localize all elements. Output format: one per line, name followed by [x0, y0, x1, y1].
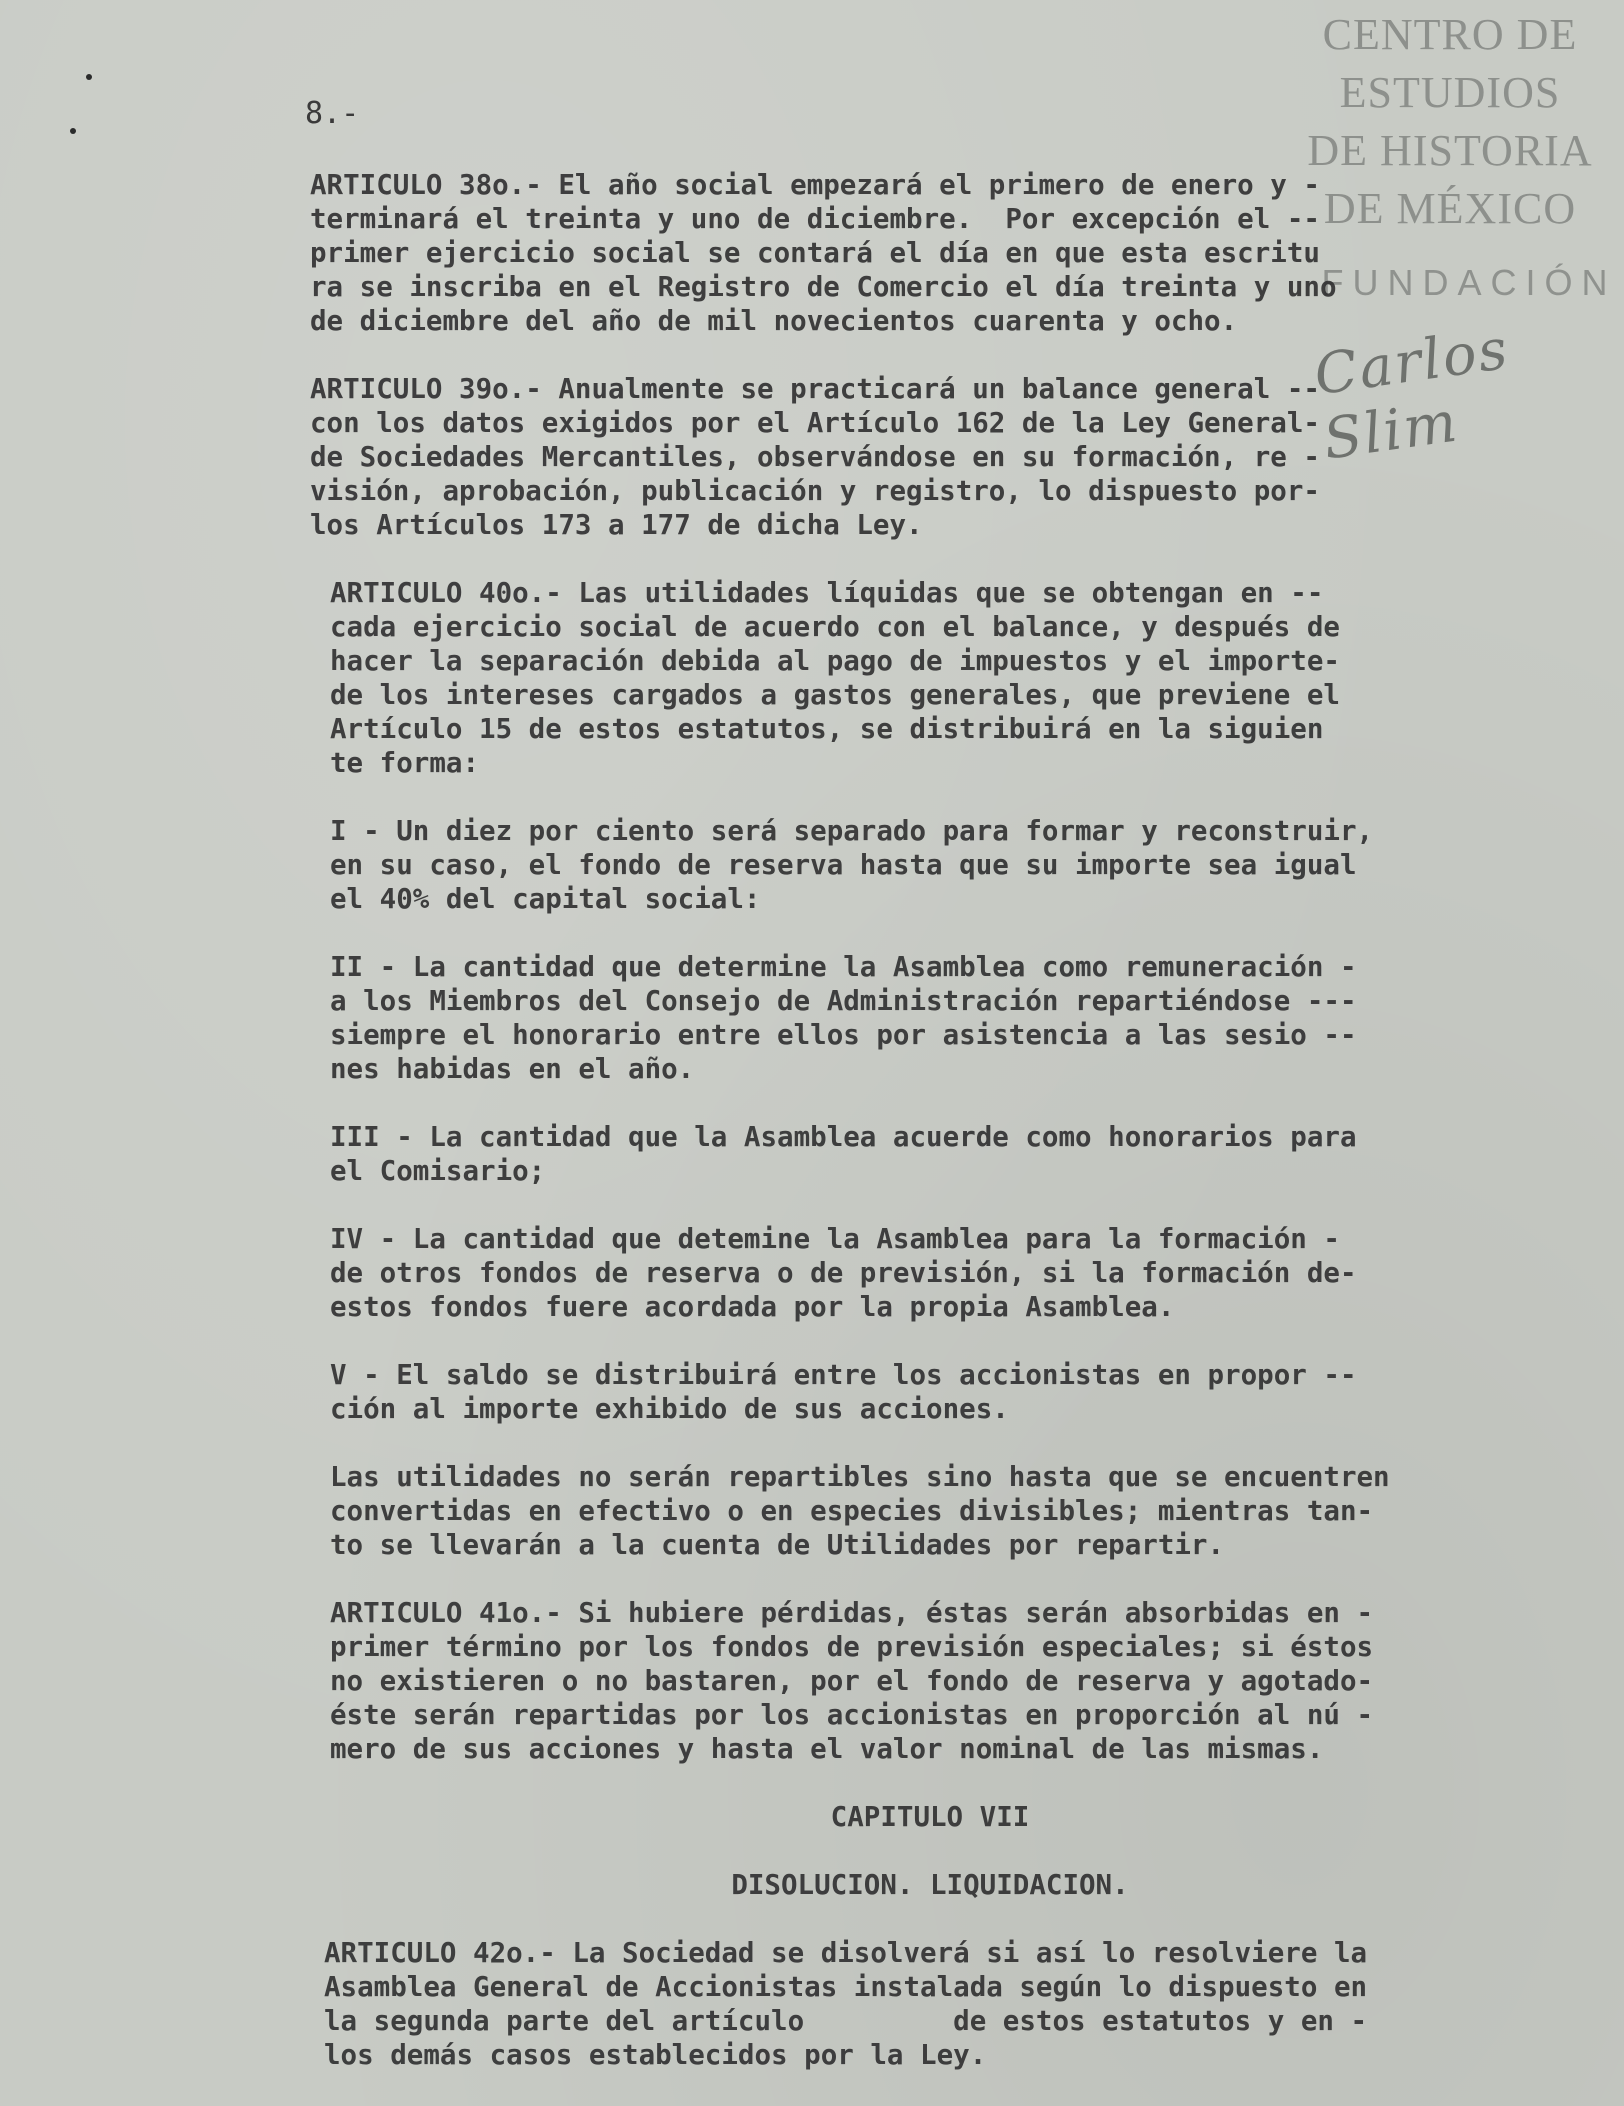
text-line: de otros fondos de reserva o de previsión, si la formación de- [330, 1257, 1357, 1289]
text-line: los demás casos establecidos por la Ley. [324, 2039, 987, 2071]
typed-text-body [310, 168, 1550, 2106]
watermark-foundation: FUNDACIÓN [1321, 262, 1617, 303]
item-iv [310, 1222, 1550, 1324]
binding-hole-mark [86, 74, 92, 80]
text-line: no existieren o no bastaren, por el fondo de reserva y agotado- [330, 1665, 1374, 1697]
text-line: hacer la separación debida al pago de impuestos y el importe- [330, 645, 1340, 677]
article-38 [310, 168, 1550, 338]
text-line: estos fondos fuere acordada por la propia Asamblea. [330, 1291, 1175, 1323]
item-i [310, 814, 1550, 916]
text-line: la segunda parte del artículo de estos estatutos y en - [324, 2005, 1368, 2037]
article-40 [310, 576, 1550, 780]
text-line: siempre el honorario entre ellos por asistencia a las sesio -- [330, 1019, 1357, 1051]
text-line: I - Un diez por ciento será separado para formar y reconstruir, [330, 815, 1374, 847]
text-line: el 40% del capital social: [330, 883, 761, 915]
text-line: éste serán repartidas por los accionistas en proporción al nú - [330, 1699, 1374, 1731]
item-iii [310, 1120, 1550, 1188]
chapter-title: CAPITULO VII [830, 1801, 1030, 1833]
text-line: terminará el treinta y uno de diciembre. Por excepción el -- [310, 203, 1320, 235]
watermark-line: DE MÉXICO [1323, 184, 1577, 233]
text-line: III - La cantidad que la Asamblea acuerde como honorarios para [330, 1121, 1357, 1153]
text-line: de los intereses cargados a gastos generales, que previene el [330, 679, 1340, 711]
text-line: ARTICULO 38o.- El año social empezará el primero de enero y - [310, 169, 1320, 201]
text-line: primer ejercicio social se contará el día en que esta escritu [310, 237, 1320, 269]
watermark-line: DE HISTORIA [1307, 126, 1593, 175]
text-line: te forma: [330, 747, 480, 779]
text-line: Artículo 15 de estos estatutos, se distribuirá en la siguien [330, 713, 1324, 745]
text-line: ARTICULO 41o.- Si hubiere pérdidas, éstas serán absorbidas en - [330, 1597, 1374, 1629]
text-line: a los Miembros del Consejo de Administración repartiéndose --- [330, 985, 1357, 1017]
binding-hole-mark [70, 128, 76, 134]
text-line: Asamblea General de Accionistas instalada según lo dispuesto en [324, 1971, 1368, 2003]
text-line: de diciembre del año de mil novecientos cuarenta y ocho. [310, 305, 1238, 337]
text-line: to se llevarán a la cuenta de Utilidades por repartir. [330, 1529, 1225, 1561]
text-line: en su caso, el fondo de reserva hasta que su importe sea igual [330, 849, 1357, 881]
text-line: ARTICULO 40o.- Las utilidades líquidas que se obtengan en -- [330, 577, 1324, 609]
text-line: visión, aprobación, publicación y registro, lo dispuesto por- [310, 475, 1320, 507]
text-line: el Comisario; [330, 1155, 546, 1187]
text-line: convertidas en efectivo o en especies divisibles; mientras tan- [330, 1495, 1374, 1527]
text-line: IV - La cantidad que detemine la Asamblea para la formación - [330, 1223, 1340, 1255]
text-line: II - La cantidad que determine la Asamblea como remuneración - [330, 951, 1357, 983]
text-line: ARTICULO 42o.- La Sociedad se disolverá si así lo resolviere la [324, 1937, 1368, 1969]
item-v [310, 1358, 1550, 1426]
text-line: V - El saldo se distribuirá entre los accionistas en propor -- [330, 1359, 1357, 1391]
text-line: Las utilidades no serán repartibles sino hasta que se encuentren [330, 1461, 1390, 1493]
text-line: con los datos exigidos por el Artículo 162 de la Ley General- [310, 407, 1320, 439]
text-line: cada ejercicio social de acuerdo con el balance, y después de [330, 611, 1340, 643]
article-42 [310, 1936, 1550, 2072]
text-line: ción al importe exhibido de sus acciones. [330, 1393, 1009, 1425]
text-line: mero de sus acciones y hasta el valor nominal de las mismas. [330, 1733, 1324, 1765]
item-ii [310, 950, 1550, 1086]
text-line: nes habidas en el año. [330, 1053, 695, 1085]
text-line: ra se inscriba en el Registro de Comercio el día treinta y uno [310, 271, 1337, 303]
text-line: ARTICULO 39o.- Anualmente se practicará un balance general -- [310, 373, 1320, 405]
page-number: 8.- [305, 96, 360, 131]
text-line: primer término por los fondos de previsión especiales; si éstos [330, 1631, 1374, 1663]
chapter-subtitle: DISOLUCION. LIQUIDACION. [731, 1869, 1129, 1901]
text-line: de Sociedades Mercantiles, observándose en su formación, re - [310, 441, 1320, 473]
watermark-signature: Carlos Slim [1310, 316, 1513, 473]
watermark-line: CENTRO DE [1322, 10, 1578, 59]
text-line: los Artículos 173 a 177 de dicha Ley. [310, 509, 923, 541]
watermark-line: ESTUDIOS [1339, 68, 1561, 117]
article-41 [310, 1596, 1550, 1766]
utilidades-paragraph [310, 1460, 1550, 1562]
article-39 [310, 372, 1550, 542]
